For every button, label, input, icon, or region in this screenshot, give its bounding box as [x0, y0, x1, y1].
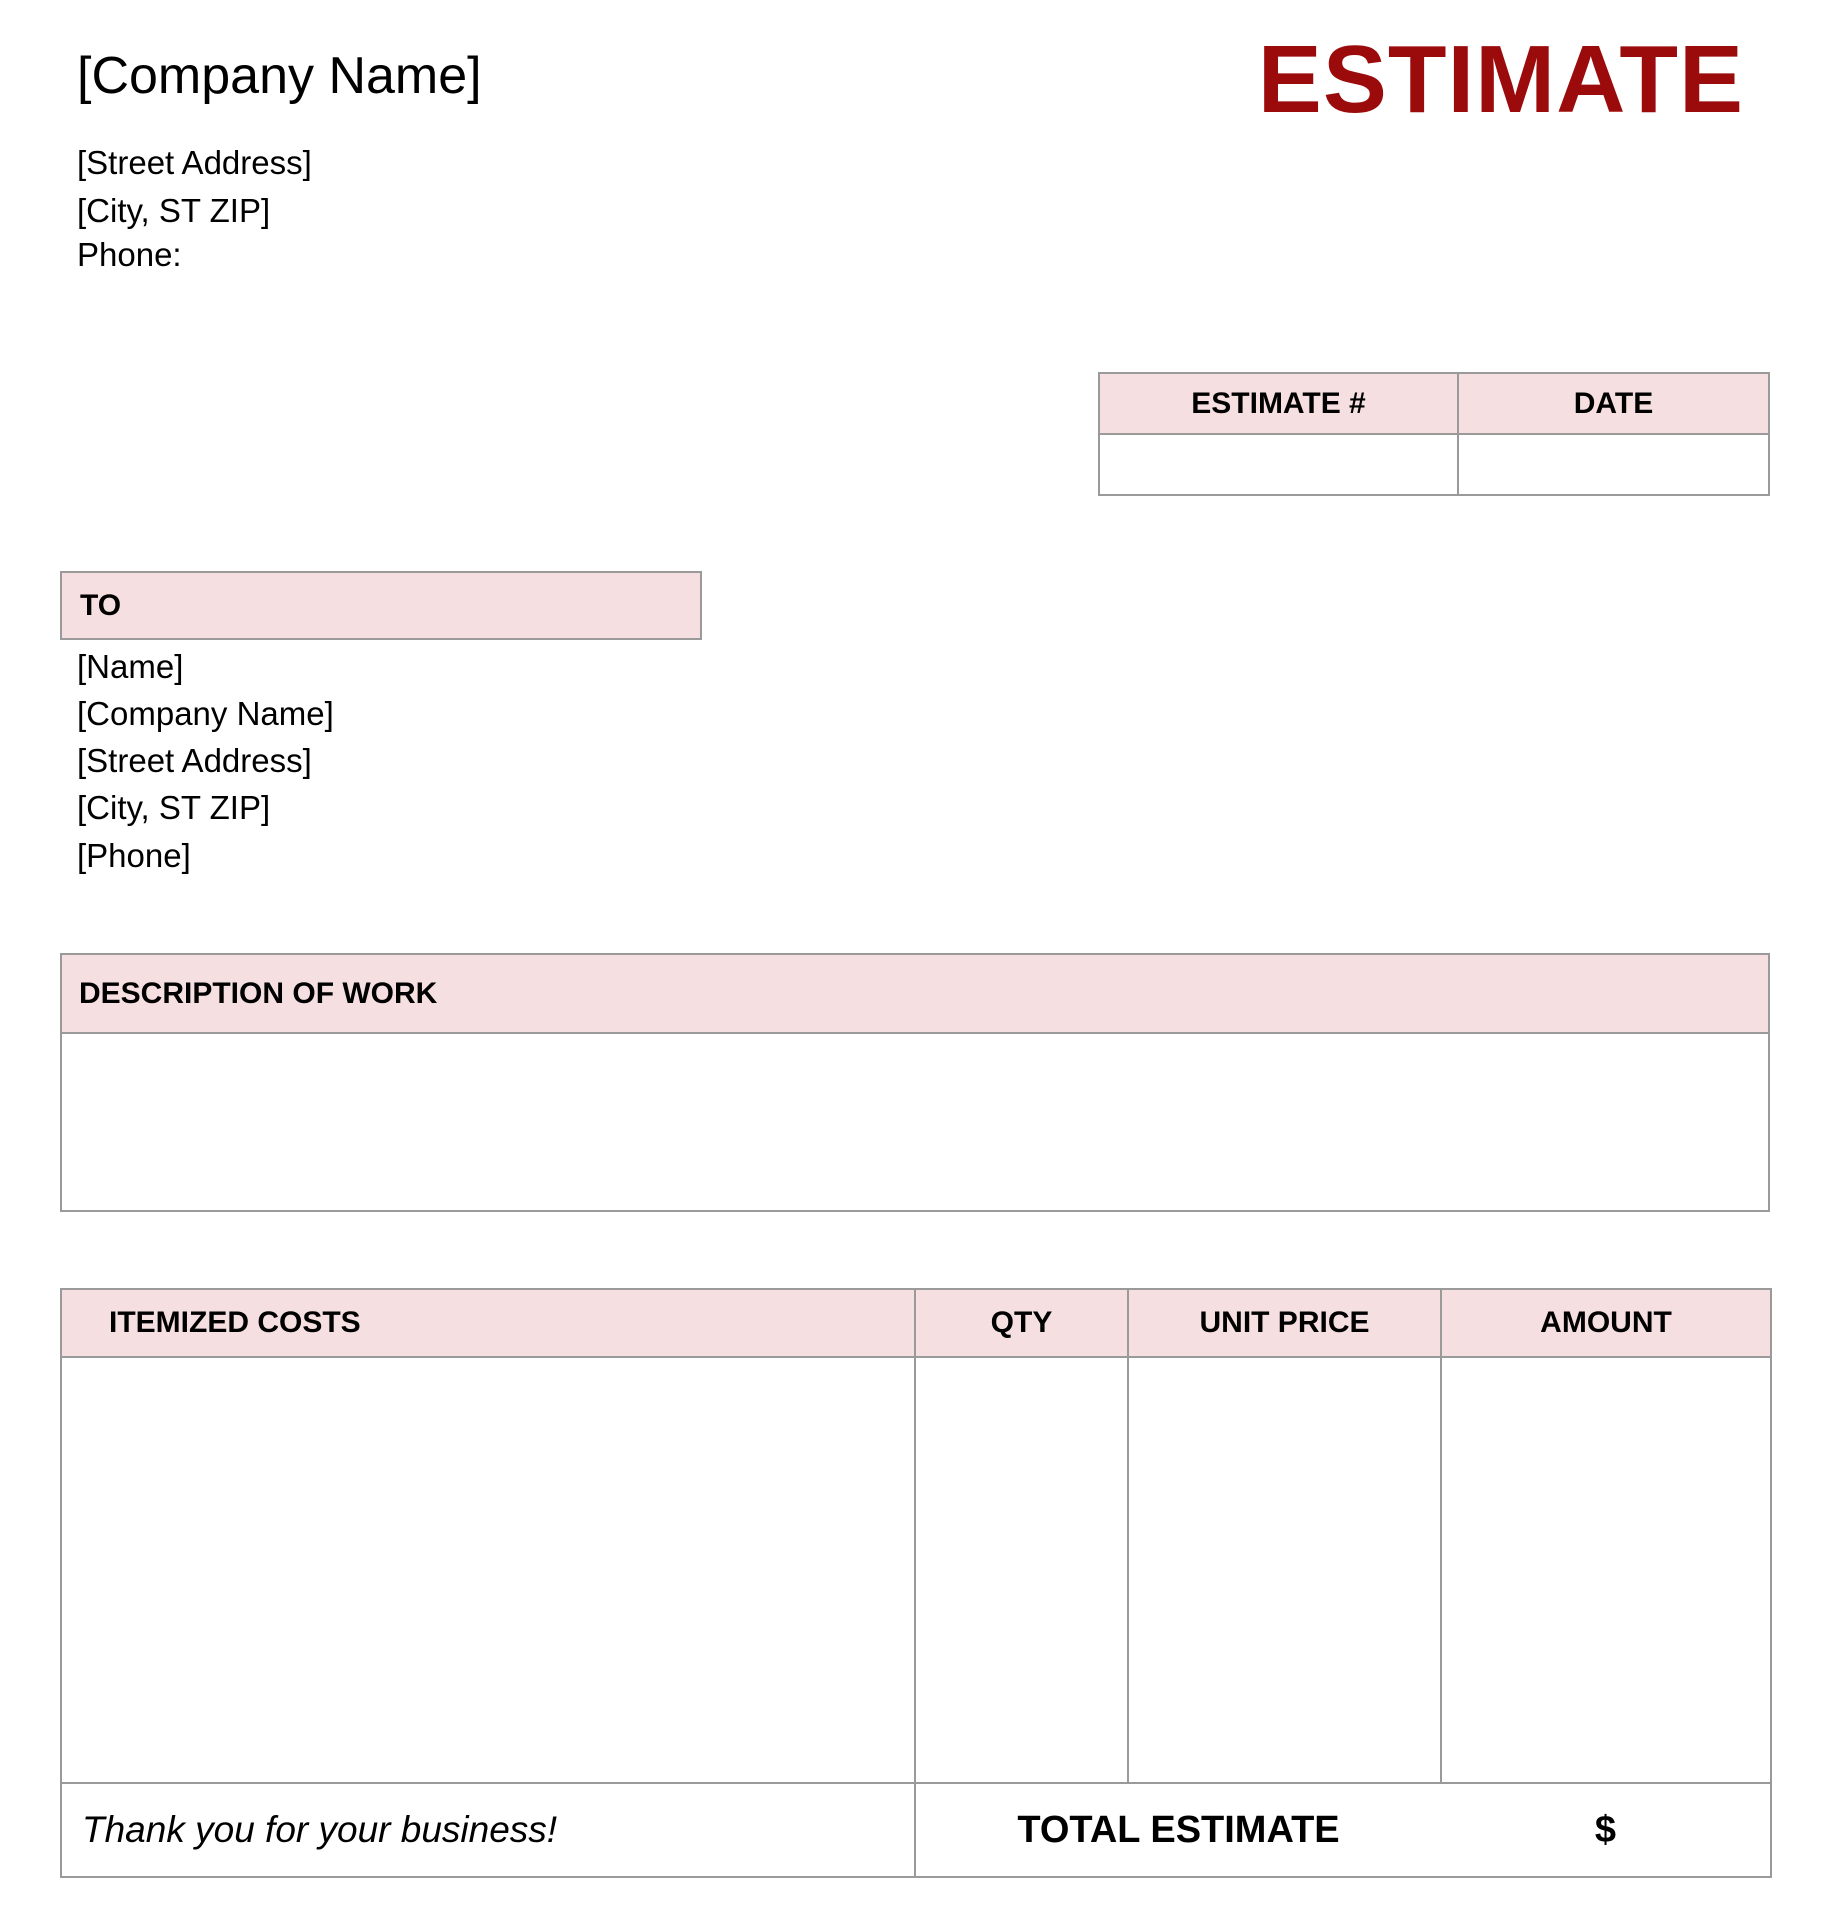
thank-you-message: Thank you for your business!: [61, 1783, 915, 1877]
itemized-costs-cell[interactable]: [61, 1357, 915, 1783]
to-label: TO: [80, 588, 122, 622]
amount-header: AMOUNT: [1441, 1289, 1771, 1357]
recipient-street-address: [Street Address]: [77, 742, 312, 779]
estimate-number-header: ESTIMATE #: [1099, 373, 1458, 434]
company-name: [Company Name]: [77, 47, 482, 105]
description-field[interactable]: [62, 1034, 1768, 1212]
unit-price-cell[interactable]: [1128, 1357, 1441, 1783]
company-phone-label: Phone:: [77, 236, 182, 273]
total-estimate-value: $: [1441, 1783, 1771, 1877]
description-header: [62, 955, 1768, 1034]
amount-cell[interactable]: [1441, 1357, 1771, 1783]
date-header: DATE: [1458, 373, 1769, 434]
estimate-number-field[interactable]: [1099, 434, 1458, 495]
recipient-name: [Name]: [77, 648, 184, 685]
estimate-info-table: [1098, 372, 1770, 496]
description-label: DESCRIPTION OF WORK: [79, 976, 438, 1010]
unit-price-header: UNIT PRICE: [1128, 1289, 1441, 1357]
itemized-costs-table: [60, 1288, 1772, 1878]
recipient-city-state-zip: [City, ST ZIP]: [77, 789, 271, 826]
qty-cell[interactable]: [915, 1357, 1128, 1783]
company-city-state-zip: [City, ST ZIP]: [77, 192, 271, 229]
document-title: ESTIMATE: [1257, 26, 1744, 133]
date-field[interactable]: [1458, 434, 1769, 495]
description-of-work-box: [60, 953, 1770, 1212]
recipient-company: [Company Name]: [77, 695, 334, 732]
to-section-header: [60, 571, 702, 640]
company-street-address: [Street Address]: [77, 144, 312, 181]
recipient-phone: [Phone]: [77, 837, 191, 874]
itemized-costs-header: ITEMIZED COSTS: [61, 1289, 915, 1357]
total-estimate-label: TOTAL ESTIMATE: [915, 1783, 1441, 1877]
qty-header: QTY: [915, 1289, 1128, 1357]
